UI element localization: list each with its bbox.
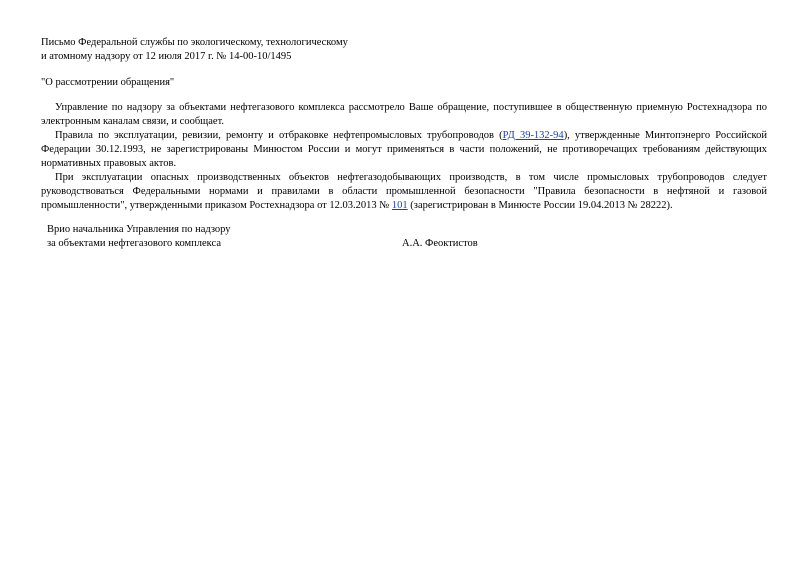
paragraph-3-text-start: При эксплуатации опасных производственных объектов нефтегазодобывающих производств, в том числе промысловых трубопроводов следует руководствоваться Федеральными нормами и правилами в области промышленной безопасности "Правила безопасности в нефтяной и газовой промышленности", утвержденными приказом Ростехнадзора от 12.03.2013 № <box>41 172 767 211</box>
signature-row-2 <box>47 237 547 251</box>
paragraph-2-text-end: ), утвержденные Минтопэнерго Российской Федерации 30.12.1993, не зарегистрированы Минюстом России и могут применяться в части положений, не противоречащих требованиям действующих нормативных правовых актов. <box>41 130 767 169</box>
paragraph-1-text: Управление по надзору за объектами нефтегазового комплекса рассмотрело Ваше обращение, поступившее в общественную приемную Ростехнадзора по электронным каналам связи, и сообщает. <box>41 102 767 127</box>
signatory-name: А.А. Феоктистов <box>402 238 478 249</box>
document-body <box>41 101 767 213</box>
document-subject: "О рассмотрении обращения" <box>41 77 175 88</box>
signature-position-line-2: за объектами нефтегазового комплекса <box>47 238 221 249</box>
signature-row-1 <box>47 223 547 237</box>
document-header <box>41 36 767 64</box>
header-line-2: и атомному надзору от 12 июля 2017 г. № 14-00-10/1495 <box>41 51 292 62</box>
document-page <box>41 36 767 213</box>
paragraph-2-text-start: Правила по эксплуатации, ревизии, ремонту и отбраковке нефтепромысловых трубопроводов ( <box>55 130 503 141</box>
signature-block <box>47 223 547 251</box>
signature-position-line-1: Врио начальника Управления по надзору <box>47 224 231 235</box>
paragraph-2 <box>41 129 767 171</box>
paragraph-1 <box>41 101 767 129</box>
paragraph-3 <box>41 171 767 213</box>
paragraph-3-text-end: (зарегистрирован в Минюсте России 19.04.2013 № 28222). <box>407 200 673 211</box>
link-order-101[interactable]: 101 <box>391 200 408 211</box>
link-rd-39-132-94[interactable]: РД 39-132-94 <box>502 130 564 141</box>
header-line-1: Письмо Федеральной службы по экологическому, технологическому <box>41 37 348 48</box>
